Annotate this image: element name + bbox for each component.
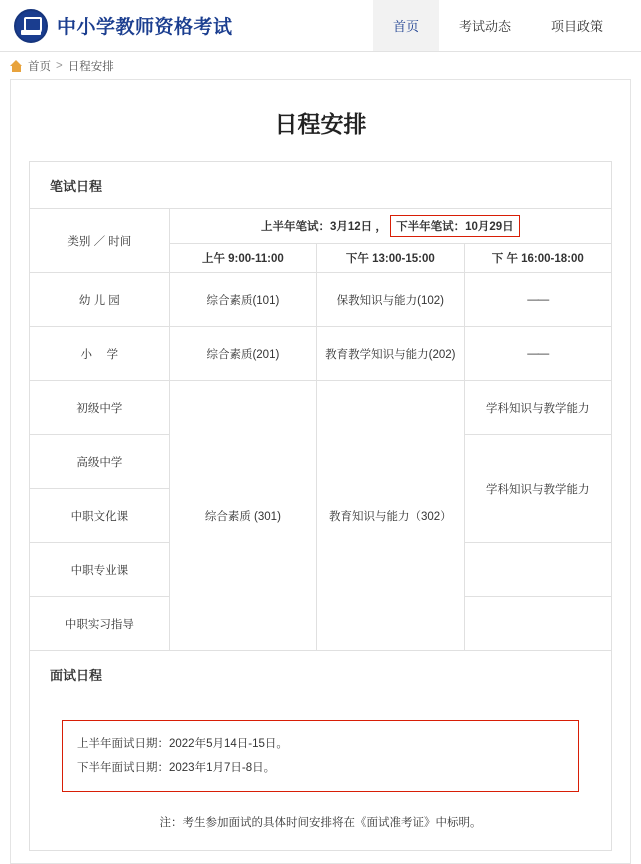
cell-vocational-internship-evening — [464, 597, 611, 651]
written-exam-table — [29, 208, 612, 651]
home-icon — [10, 60, 23, 72]
page-panel — [10, 79, 631, 864]
breadcrumb-separator: > — [56, 59, 63, 72]
breadcrumb — [0, 52, 641, 79]
nav-item-home[interactable]: 首页 — [373, 0, 439, 51]
category-header-cell: 类别 ／ 时间 — [30, 209, 170, 273]
breadcrumb-home[interactable]: 首页 — [28, 60, 51, 73]
nav-item-exam-news[interactable]: 考试动态 — [458, 19, 511, 34]
nav-item-project-policy[interactable]: 项目政策 — [550, 19, 603, 34]
slot-afternoon-header: 下午 13:00-15:00 — [317, 244, 464, 273]
row-category-primary: 小 学 — [30, 327, 170, 381]
written-exam-section-header: 笔试日程 — [29, 161, 612, 208]
interview-footnote: 注：考生参加面试的具体时间安排将在《面试准考证》中标明。 — [159, 817, 482, 830]
table-row — [30, 381, 612, 435]
cell-kindergarten-evening: —— — [464, 273, 611, 327]
cell-primary-evening: —— — [464, 327, 611, 381]
brand[interactable] — [0, 0, 233, 51]
row-category-senior-high: 高级中学 — [30, 435, 170, 489]
term-header-cell — [169, 209, 611, 244]
cell-kindergarten-afternoon: 保教知识与能力(102) — [317, 273, 464, 327]
slot-morning-header: 上午 9:00-11:00 — [169, 244, 316, 273]
term-first-half: 上半年笔试：3月12日 ， — [260, 221, 387, 233]
table-row-header-terms — [30, 209, 612, 244]
term-second-half-highlight: 下半年笔试：10月29日 — [390, 215, 520, 237]
interview-date-second-half: 下半年面试日期：2023年1月7日-8日。 — [77, 762, 276, 775]
row-category-kindergarten: 幼 儿 园 — [30, 273, 170, 327]
cell-junior-high-evening: 学科知识与教学能力 — [464, 381, 611, 435]
site-header — [0, 0, 641, 52]
table-row — [30, 273, 612, 327]
row-category-vocational-major: 中职专业课 — [30, 543, 170, 597]
main-nav — [373, 0, 641, 51]
academic-crest-icon — [14, 9, 48, 43]
row-category-vocational-general: 中职文化课 — [30, 489, 170, 543]
brand-title: 中小学教师资格考试 — [57, 17, 233, 38]
interview-note — [29, 698, 612, 851]
table-row — [30, 327, 612, 381]
nav-spacer — [623, 0, 641, 51]
interview-dates-highlight — [62, 720, 579, 792]
breadcrumb-current: 日程安排 — [67, 60, 114, 73]
cell-kindergarten-morning: 综合素质(101) — [169, 273, 316, 327]
row-category-junior-high: 初级中学 — [30, 381, 170, 435]
cell-vocational-major-evening — [464, 543, 611, 597]
slot-evening-header: 下 午 16:00-18:00 — [464, 244, 611, 273]
cell-primary-morning: 综合素质(201) — [169, 327, 316, 381]
cell-merged-morning: 综合素质 (301) — [169, 381, 316, 651]
interview-date-first-half: 上半年面试日期：2022年5月14日-15日。 — [77, 738, 288, 750]
row-category-vocational-internship: 中职实习指导 — [30, 597, 170, 651]
page-title: 日程安排 — [274, 111, 367, 137]
cell-merged-evening-mid: 学科知识与教学能力 — [464, 435, 611, 543]
cell-primary-afternoon: 教育教学知识与能力(202) — [317, 327, 464, 381]
cell-merged-afternoon: 教育知识与能力（302） — [317, 381, 464, 651]
interview-section-header: 面试日程 — [29, 651, 612, 698]
